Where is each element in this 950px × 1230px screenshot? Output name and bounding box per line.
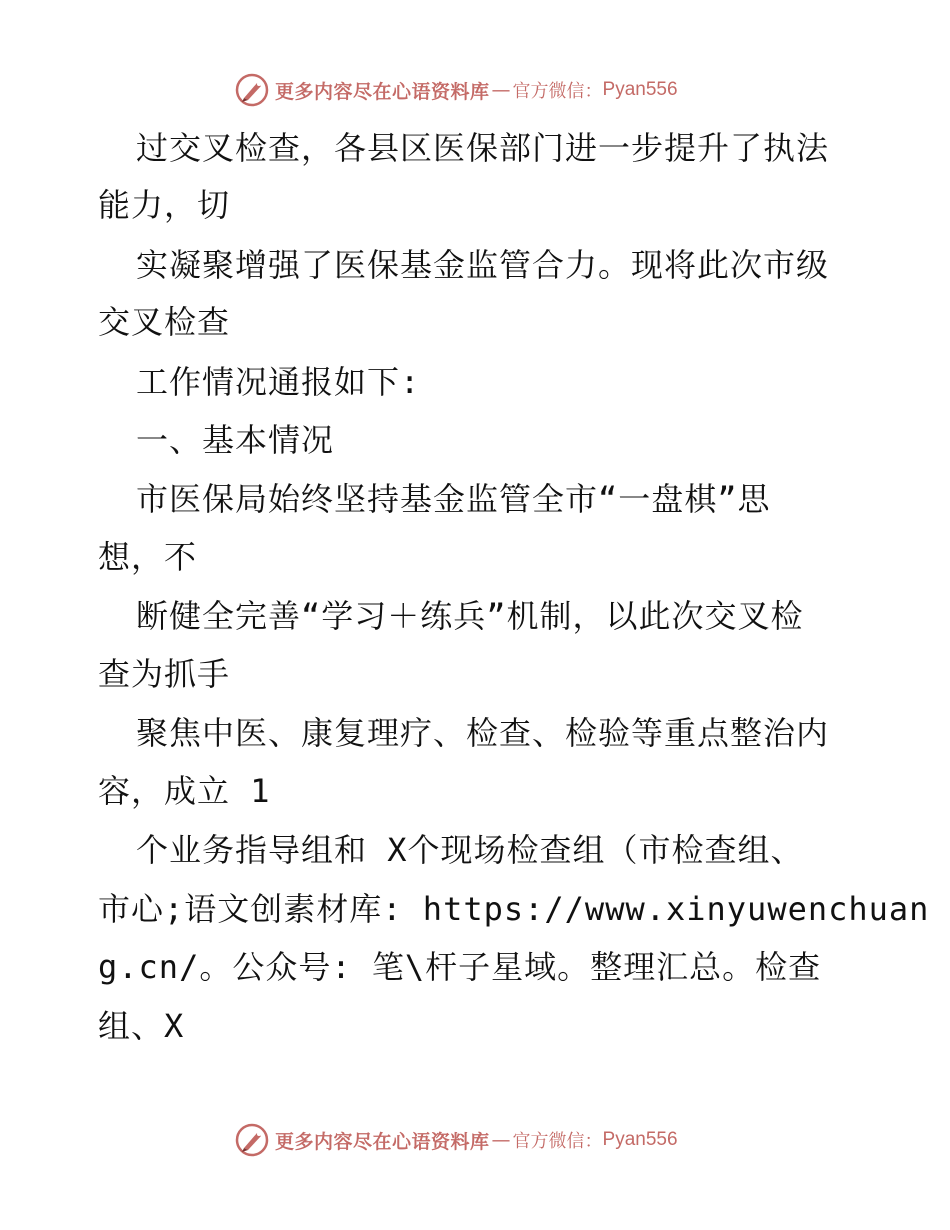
pen-logo-icon: [235, 73, 269, 107]
body-line-7: 市医保局始终坚持基金监管全市“一盘棋”思: [136, 480, 771, 518]
footer-banner: [235, 1122, 715, 1158]
body-line-12: 容，成立 1: [98, 772, 271, 810]
body-line-15: g.cn/。公众号: 笔\杆子星域。整理汇总。检查: [98, 948, 822, 986]
body-line-16: 组、X: [98, 1007, 185, 1045]
header-dash: —: [491, 79, 511, 101]
body-line-11: 聚焦中医、康复理疗、检查、检验等重点整治内: [136, 714, 830, 752]
pen-logo-icon: [235, 1123, 269, 1157]
body-line-3: 实凝聚增强了医保基金监管合力。现将此次市级: [136, 246, 830, 284]
body-line-9: 断健全完善“学习＋练兵”机制，以此次交叉检: [136, 597, 804, 635]
header-wechat-id: Pyan556: [602, 79, 678, 100]
body-line-2: 能力，切: [98, 186, 231, 224]
body-line-10: 查为抓手: [98, 655, 231, 693]
footer-dash: —: [491, 1129, 511, 1151]
header-banner: [235, 72, 715, 108]
body-line-8: 想，不: [98, 538, 198, 576]
footer-wechat-id: Pyan556: [602, 1129, 678, 1150]
footer-wechat-label: 官方微信：: [512, 1131, 603, 1152]
footer-brand-text: 更多内容尽在心语资料库: [275, 1130, 490, 1153]
body-line-1: 过交叉检查，各县区医保部门进一步提升了执法: [136, 129, 830, 167]
header-brand-text: 更多内容尽在心语资料库: [275, 80, 490, 103]
body-line-6: 一、基本情况: [136, 421, 335, 459]
body-line-14: 市心;语文创素材库: https://www.xinyuwenchuan: [98, 890, 930, 928]
header-wechat-label: 官方微信：: [512, 81, 603, 102]
body-line-4: 交叉检查: [98, 303, 231, 341]
body-line-13: 个业务指导组和 X个现场检查组（市检查组、: [136, 831, 804, 869]
body-line-5: 工作情况通报如下:: [136, 363, 421, 401]
